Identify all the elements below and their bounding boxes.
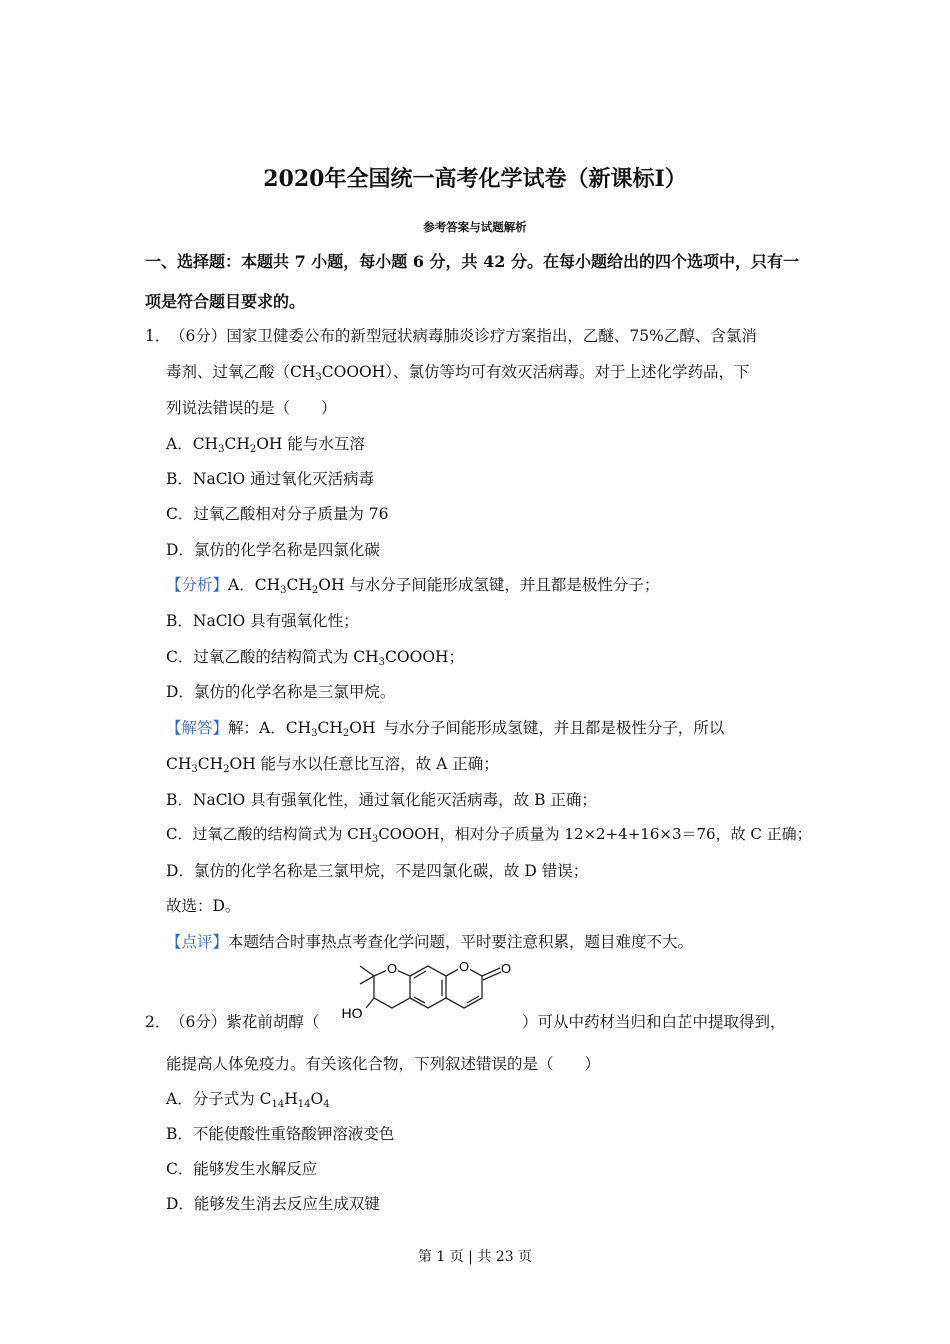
q1-stem-line2: 毒剂、过氧乙酸$(CH_3COOOH)$、氯仿等均可有效灭活病毒。对于上述化学药品，下 <box>166 363 750 383</box>
page-subtitle: 参考答案与试题解析 <box>423 220 527 234</box>
section-heading-line1: 一、选择题：本题共 7 小题，每小题 6 分，共 42 分。在每小题给出的四个选项中，只有一 <box>145 252 799 271</box>
q1-answer-b: B．NaClO 具有强氧化性，通过氧化能灭活病毒，故 B 正确； <box>166 791 597 809</box>
q1-option-b: B．NaClO 通过氧化灭活病毒 <box>166 470 375 488</box>
page-title: 2020年全国统一高考化学试卷（新课标Ⅰ） <box>263 166 687 192</box>
q2-stem-part1: （6分）紫花前胡醇（ <box>170 1013 320 1031</box>
q1-stem-line1: （6分）国家卫健委公布的新型冠状病毒肺炎诊疗方案指出，乙醚、75%乙醇、含氯消 <box>170 327 757 345</box>
analysis-tag: 【分析】 <box>166 576 229 594</box>
mol-oxygen-3: O <box>500 961 512 976</box>
q1-answer-d: D．氯仿的化学名称是三氯甲烷，不是四氯化碳，故 D 错误； <box>166 862 589 880</box>
q2-stem-line2: 能提高人体免疫力。有关该化合物，下列叙述错误的是（ ） <box>166 1055 601 1073</box>
q1-answer-choice: 故选：D。 <box>166 897 241 915</box>
q1-answer-c: C．过氧乙酸的结构简式为 $CH_3COOOH$，相对分子质量为 12×2+4+16×3＝76，故 C 正确； <box>166 825 812 845</box>
q1-option-a: A．$CH_3CH_2OH$ 能与水互溶 <box>166 435 365 455</box>
q2-option-d: D．能够发生消去反应生成双键 <box>166 1195 380 1213</box>
q1-number: 1． <box>145 327 171 345</box>
q2-stem-part2: ）可从中药材当归和白芷中提取得到， <box>522 1013 786 1031</box>
q1-analysis-d: D．氯仿的化学名称是三氯甲烷。 <box>166 683 396 701</box>
q2-number: 2． <box>145 1013 171 1031</box>
mol-hydroxyl: HO <box>341 1005 363 1021</box>
q1-analysis-c: C．过氧乙酸的结构简式为 $CH_3COOOH$； <box>166 648 465 668</box>
mol-oxygen-1: O <box>386 961 398 976</box>
q1-answer-line1: 【解答】解：A．$CH_3CH_2OH$ 与水分子间能形成氢键，并且都是极性分子，所以 <box>166 719 725 739</box>
page-footer: 第 1 页 | 共 23 页 <box>417 1249 533 1265</box>
molecule-structure-image <box>330 958 520 1030</box>
q1-option-d: D．氯仿的化学名称是四氯化碳 <box>166 541 380 559</box>
answer-tag: 【解答】 <box>166 719 229 737</box>
q1-answer-line2: $CH_3CH_2OH$ 能与水以任意比互溶，故 A 正确； <box>166 755 499 775</box>
q1-analysis-a: 【分析】A．$CH_3CH_2OH$ 与水分子间能形成氢键，并且都是极性分子； <box>166 576 660 596</box>
section-heading-line2: 项是符合题目要求的。 <box>145 292 306 311</box>
q1-comment: 【点评】本题结合时事热点考查化学问题，平时要注意积累，题目难度不大。 <box>166 933 694 951</box>
mol-oxygen-2: O <box>458 959 470 974</box>
q1-option-c: C．过氧乙酸相对分子质量为 76 <box>166 505 389 523</box>
q1-stem-line3: 列说法错误的是（ ） <box>166 399 337 417</box>
comment-tag: 【点评】 <box>166 933 229 951</box>
q2-option-b: B．不能使酸性重铬酸钾溶液变色 <box>166 1125 395 1143</box>
q2-option-a: A．分子式为 $C_{14}H_{14}O_4$ <box>166 1090 330 1110</box>
q1-analysis-b: B．NaClO 具有强氧化性； <box>166 612 359 630</box>
q2-option-c: C．能够发生水解反应 <box>166 1160 318 1178</box>
